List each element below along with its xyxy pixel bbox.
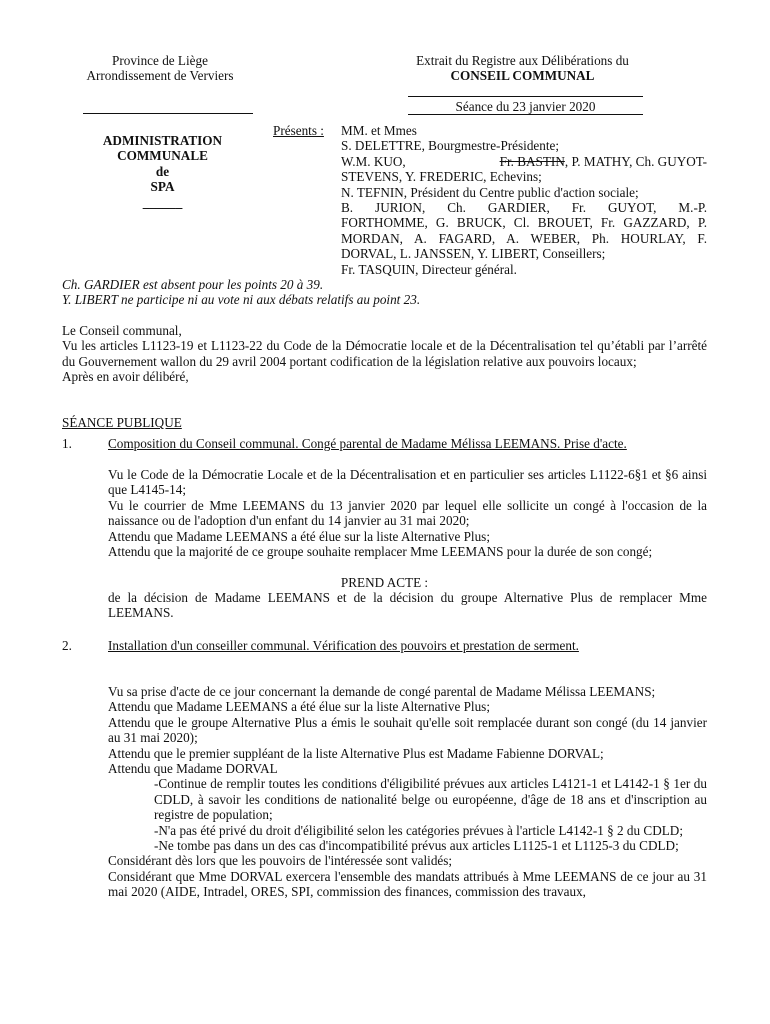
presents-line: S. DELETTRE, Bourgmestre-Présidente; [341,138,560,154]
intro-block [62,323,707,385]
item-2-considerants [108,684,707,900]
note-no-vote: Y. LIBERT ne participe ni au vote ni aux débats relatifs au point 23. [62,292,421,308]
presents-line: STEVENS, Y. FREDERIC, Echevins; [341,169,542,185]
prend-acte-heading: PREND ACTE : [340,575,429,590]
admin-line-4: SPA [150,179,175,195]
right-divider-bottom [408,114,643,115]
presents-line: MORDAN, A. FAGARD, A. WEBER, Ph. HOURLAY, F. [341,230,707,246]
considerant: Attendu que le groupe Alternative Plus a émis le souhait qu'elle soit remplacée durant son congé (du 14 janvier au 31 mai 2020); [108,714,707,746]
considerant: Vu le Code de la Démocratie Locale et de la Décentralisation et en particulier ses articles L1122-6§1 et §6 ainsi que L4145-14; [108,467,707,498]
registre-header [395,53,650,84]
attendance-notes [62,277,712,308]
item-1-considerants [108,467,707,559]
section-title: SÉANCE PUBLIQUE [62,415,182,430]
province-name: Province de Liège [112,53,208,68]
considerant: Vu le courrier de Mme LEEMANS du 13 janvier 2020 par lequel elle sollicite un congé à l'occasion de la naissance ou de l'adoption d'un enfant du 14 janvier au 31 mai 2020; [108,497,707,529]
considerant: Vu sa prise d'acte de ce jour concernant la demande de congé parental de Madame Mélissa LEEMANS; [108,684,656,699]
considerant: Attendu que Madame DORVAL [108,761,278,777]
arrondissement-name: Arrondissement de Verviers [86,68,234,84]
right-divider-top [408,96,643,97]
item-1-decision: de la décision de Madame LEEMANS et de la décision du groupe Alternative Plus de remplacer Mme LEEMANS. [108,590,707,621]
presents-line: N. TEFNIN, Président du Centre public d'action sociale; [341,184,639,200]
admin-line-2: COMMUNALE [117,148,208,164]
considerant: Considérant dès lors que les pouvoirs de l'intéressée sont validés; [108,853,453,869]
intro-deliberation: Après en avoir délibéré, [62,369,189,385]
intro-opening: Le Conseil communal, [62,323,182,338]
item-number: 1. [62,436,72,451]
presents-line: MM. et Mmes [341,123,417,138]
province-label [60,53,260,84]
admin-line-1: ADMINISTRATION [102,133,223,148]
admin-dash: ______ [142,194,183,210]
condition-item: -Continue de remplir toutes les conditions d'éligibilité prévues aux articles L4121-1 et L4142-1 § 1er du CDLD, à savoir les conditions de nationalité belge ou européenne, d'âge de 18 ans et d'inscription au registre de population; [154,776,707,823]
presents-label: Présents : [273,123,324,138]
presents-name: W.M. KUO, [341,153,406,169]
registre-title: Extrait du Registre aux Délibérations du [416,53,629,68]
presents-line: B. JURION, Ch. GARDIER, Fr. GUYOT, M.-P. [341,200,707,216]
item-number: 2. [62,638,72,653]
intro-legal-basis: Vu les articles L1123-19 et L1123-22 du Code de la Démocratie locale et de la Décentralisation tel qu’établi par l’arrêté du Gouvernement wallon du 29 avril 2004 portant codification de la législation relative aux pouvoirs locaux; [62,338,707,369]
presents-name-struck: Fr. BASTIN [499,153,565,169]
note-absent: Ch. GARDIER est absent pour les points 20 à 39. [62,277,324,292]
admin-line-3: de [155,163,170,179]
considerant: Attendu que Madame LEEMANS a été élue sur la liste Alternative Plus; [108,528,490,544]
presents-line: Fr. TASQUIN, Directeur général. [341,261,517,277]
considerant: Considérant que Mme DORVAL exercera l'ensemble des mandats attribués à Mme LEEMANS de ce jour au 31 mai 2020 (AIDE, Intradel, ORES, SPI, commission des finances, commission des travaux, [108,868,707,900]
conditions-list [108,776,707,853]
considerant: Attendu que le premier suppléant de la liste Alternative Plus est Madame Fabienne DORVAL; [108,745,604,761]
presents-line [341,154,707,169]
seance-date: Séance du 23 janvier 2020 [455,99,596,114]
left-divider [83,113,253,114]
considerant: Attendu que Madame LEEMANS a été élue sur la liste Alternative Plus; [108,699,490,715]
administration-block [60,133,265,210]
item-title: Installation d'un conseiller communal. Vérification des pouvoirs et prestation de serment. [108,638,579,653]
presents-line: FORTHOMME, G. BRUCK, Cl. BROUET, Fr. GAZZARD, P. [341,215,707,231]
considerant: Attendu que la majorité de ce groupe souhaite remplacer Mme LEEMANS pour la durée de son congé; [108,544,653,560]
item-title: Composition du Conseil communal. Congé parental de Madame Mélissa LEEMANS. Prise d'acte. [108,436,627,451]
condition-item: -Ne tombe pas dans un des cas d'incompatibilité prévus aux articles L1125-1 et L1125-3 du CDLD; [154,838,679,854]
condition-item: -N'a pas été privé du droit d'éligibilité selon les catégories prévues à l'article L4142-1 § 2 du CDLD; [154,822,683,838]
presents-list [341,123,707,277]
presents-name: , P. MATHY, Ch. GUYOT- [564,153,707,169]
conseil-title: CONSEIL COMMUNAL [450,68,595,84]
presents-line: DORVAL, L. JANSSEN, Y. LIBERT, Conseillers; [341,246,606,262]
